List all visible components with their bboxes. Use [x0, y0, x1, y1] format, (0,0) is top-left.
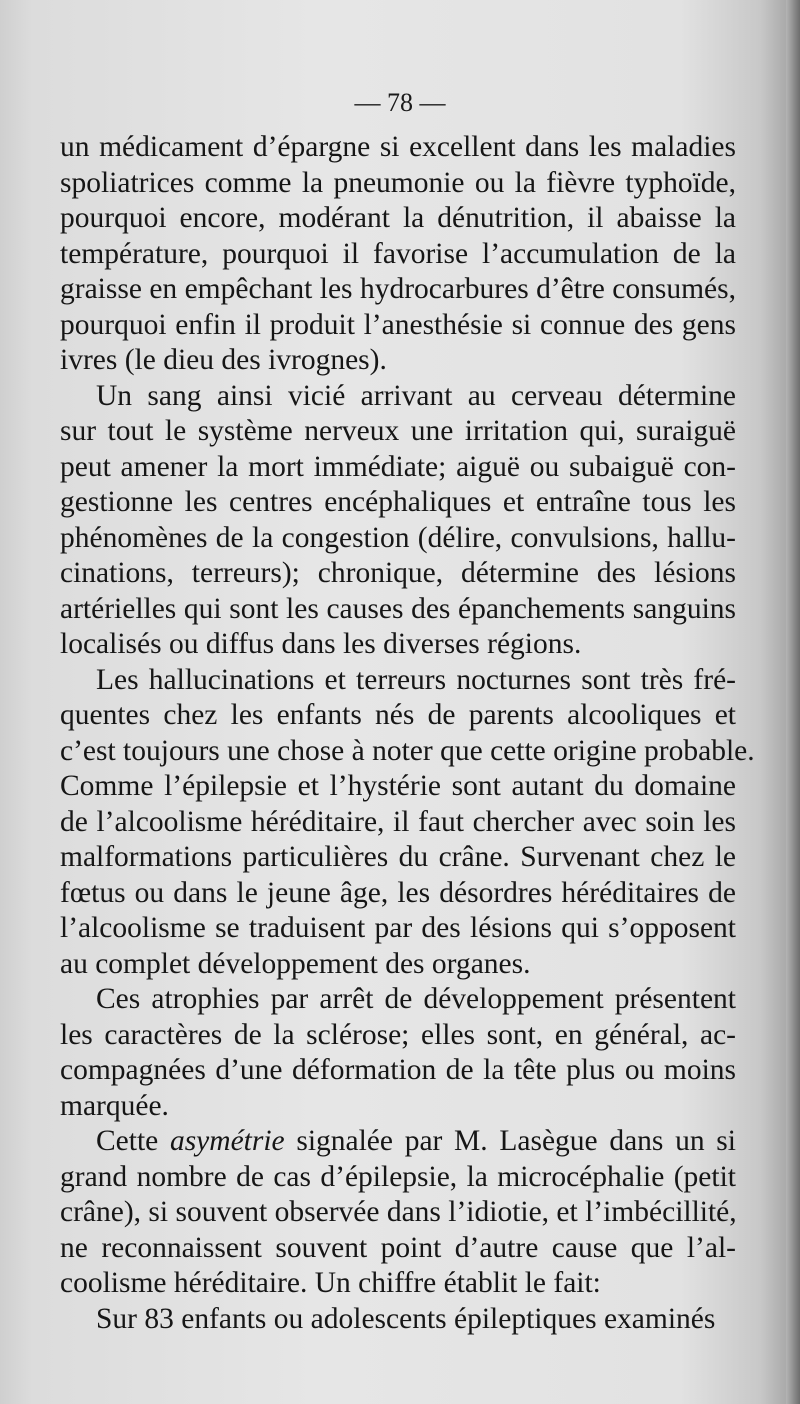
text-line: c’est toujours une chose à noter que cette origine probable.	[60, 734, 755, 767]
text-line: pourquoi enfin il produit l’anesthésie si connue des gens	[60, 308, 736, 341]
text-line: température, pourquoi il favorise l’accumulation de la	[60, 237, 736, 270]
text-line: Les hallucinations et terreurs nocturnes sont très fré-	[96, 663, 736, 696]
text-line: au complet développement des organes.	[60, 947, 531, 980]
text-line: sur tout le système nerveux une irritation qui, suraiguë	[60, 415, 736, 447]
text-line: ne reconnaissent souvent point d’autre cause que l’al-	[60, 1231, 736, 1264]
text-line: phénomènes de la congestion (délire, convulsions, hallu-	[60, 521, 736, 554]
text-line: Comme l’épilepsie et l’hystérie sont autant du domaine	[60, 770, 736, 802]
text-line: coolisme héréditaire. Un chiffre établit le fait:	[60, 1267, 601, 1299]
text-line: malformations particulières du crâne. Survenant chez le	[60, 841, 736, 873]
page-gutter-shadow	[786, 0, 800, 1404]
text-line: graisse en empêchant les hydrocarbures d’être consumés,	[60, 273, 736, 305]
page-number: — 78 —	[354, 88, 446, 117]
text-line: quentes chez les enfants nés de parents alcooliques et	[60, 699, 736, 731]
text-line: pourquoi encore, modérant la dénutrition, il abaisse la	[60, 202, 736, 234]
paragraph	[60, 379, 736, 663]
text-line: grand nombre de cas d’épilepsie, la microcéphalie (petit	[60, 1160, 736, 1193]
text-line: un médicament d’épargne si excellent dans les maladies	[60, 131, 736, 163]
text-line: localisés ou diffus dans les diverses régions.	[60, 628, 582, 660]
text-line: ivres (le dieu des ivrognes).	[60, 344, 387, 376]
text-line: Un sang ainsi vicié arrivant au cerveau détermine	[96, 379, 736, 412]
paragraph	[60, 130, 736, 379]
text-line: Ces atrophies par arrêt de développement présentent	[96, 983, 736, 1015]
text-line: Cette asymétrie signalée par M. Lasègue dans un si	[96, 1125, 736, 1157]
paragraph	[60, 1302, 736, 1338]
paragraph	[60, 982, 736, 1124]
text-line: gestionne les centres encéphaliques et entraîne tous les	[60, 486, 736, 518]
text-line: artérielles qui sont les causes des épanchements sanguins	[60, 592, 736, 625]
body-text	[60, 130, 755, 1337]
text-line: crâne), si souvent observée dans l’idiotie, et l’imbécillité,	[60, 1196, 737, 1228]
text-line: l’alcoolisme se traduisent par des lésions qui s’opposent	[60, 912, 736, 944]
text-line: Sur 83 enfants ou adolescents épileptiques examinés	[96, 1302, 716, 1335]
paragraph	[60, 1124, 736, 1302]
text-line: fœtus ou dans le jeune âge, les désordres héréditaires de	[60, 876, 736, 909]
text-line: cinations, terreurs); chronique, détermine des lésions	[60, 557, 736, 589]
paragraph	[60, 663, 755, 983]
text-line: compagnées d’une déformation de la tête plus ou moins	[60, 1054, 736, 1086]
text-line: spoliatrices comme la pneumonie ou la fièvre typhoïde,	[60, 166, 736, 199]
text-line: marquée.	[60, 1089, 169, 1122]
text-line: de l’alcoolisme héréditaire, il faut chercher avec soin les	[60, 805, 736, 838]
text-line: peut amener la mort immédiate; aiguë ou subaiguë con-	[60, 450, 736, 483]
text-line: les caractères de la sclérose; elles sont, en général, ac-	[60, 1018, 736, 1051]
